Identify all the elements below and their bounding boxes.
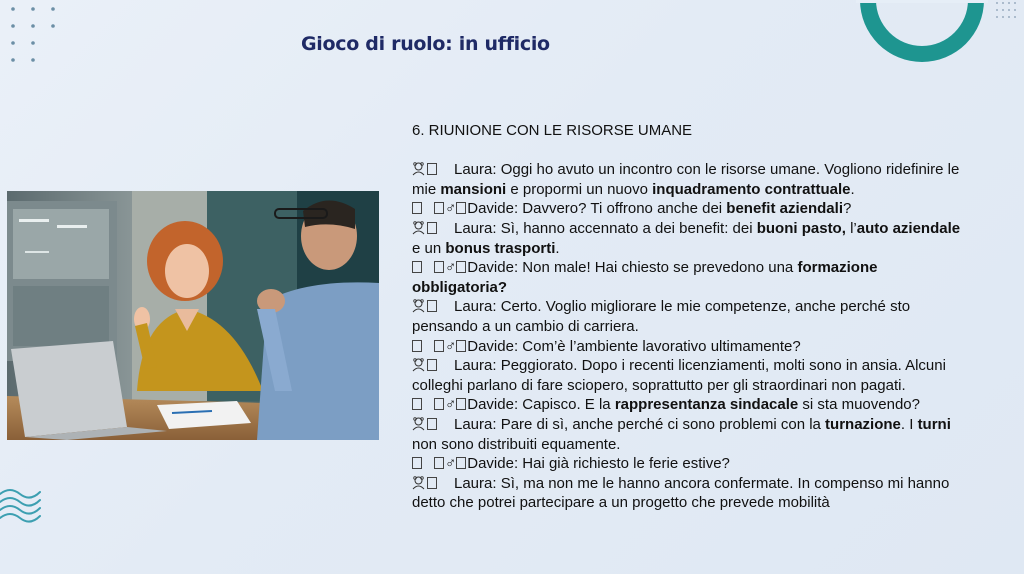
section-heading: 6. RIUNIONE CON LE RISORSE UMANE [412,122,693,139]
missing-glyph-icon [456,261,466,273]
woman-emoji-icon [412,474,454,494]
dialogue-line-davide: ♂ Davide: Hai già richiesto le ferie estive? [412,454,972,474]
woman-emoji-icon [412,415,454,435]
missing-glyph-icon [412,340,422,352]
photo-illustration [7,191,379,440]
missing-glyph-icon [434,340,444,352]
woman-emoji-icon [412,297,454,317]
missing-glyph-icon [434,398,444,410]
missing-glyph-icon [412,457,422,469]
missing-glyph-icon [456,457,466,469]
office-meeting-photo [7,191,379,440]
male-sign-icon: ♂ [445,200,457,218]
missing-glyph-icon [434,261,444,273]
dialogue-line-laura: Laura: Certo. Voglio migliorare le mie competenze, anche perché sto pensando a un cambio di carriera. [412,298,911,335]
dialogue-content [412,121,972,513]
dialogue-line-davide: ♂ Davide: Capisco. E la rappresentanza sindacale si sta muovendo? [412,395,972,415]
missing-glyph-icon [412,261,422,273]
slide-title: Gioco di ruolo: in ufficio [301,33,550,55]
dialogue-line-davide: ♂ Davide: Non male! Hai chiesto se prevedono una formazione obbligatoria? [412,259,878,296]
missing-glyph-icon [434,457,444,469]
dialogue-line-laura: Laura: Pare di sì, anche perché ci sono problemi con la turnazione. I turni non sono distribuiti equamente. [412,415,951,453]
missing-glyph-icon [456,340,466,352]
missing-glyph-icon [412,202,422,214]
male-sign-icon: ♂ [445,396,457,414]
dialogue-line-laura: Laura: Oggi ho avuto un incontro con le risorse umane. Vogliono ridefinire le mie mansioni e propormi un nuovo inquadramento contrattuale. [412,161,960,198]
decorative-teal-arc [852,0,992,75]
missing-glyph-icon [456,202,466,214]
dialogue-line-davide: ♂ Davide: Davvero? Ti offrono anche dei benefit aziendali? [412,199,972,219]
male-sign-icon: ♂ [445,337,457,355]
missing-glyph-icon [412,398,422,410]
missing-glyph-icon [434,202,444,214]
decorative-corner-dots [994,0,1024,26]
male-sign-icon: ♂ [445,259,457,277]
missing-glyph-icon [456,398,466,410]
woman-emoji-icon [412,160,454,180]
male-sign-icon: ♂ [445,455,457,473]
decorative-dot-grid [8,4,68,64]
woman-emoji-icon [412,219,454,239]
dialogue-line-laura: Laura: Peggiorato. Dopo i recenti licenziamenti, molti sono in ansia. Alcuni colleghi parlano di fare sciopero, soprattutto per gli straordinari non pagati. [412,357,946,394]
woman-emoji-icon [412,356,454,376]
dialogue-line-laura: Laura: Sì, hanno accennato a dei benefit: dei buoni pasto, l’auto aziendale e un bonus trasporti. [412,219,961,257]
dialogue-line-laura: Laura: Sì, ma non me le hanno ancora confermate. In compenso mi hanno detto che potrei partecipare a un progetto che prevede mobilità [412,474,950,512]
decorative-waves [0,480,44,530]
dialogue-line-davide: ♂ Davide: Com’è l’ambiente lavorativo ultimamente? [412,337,972,357]
